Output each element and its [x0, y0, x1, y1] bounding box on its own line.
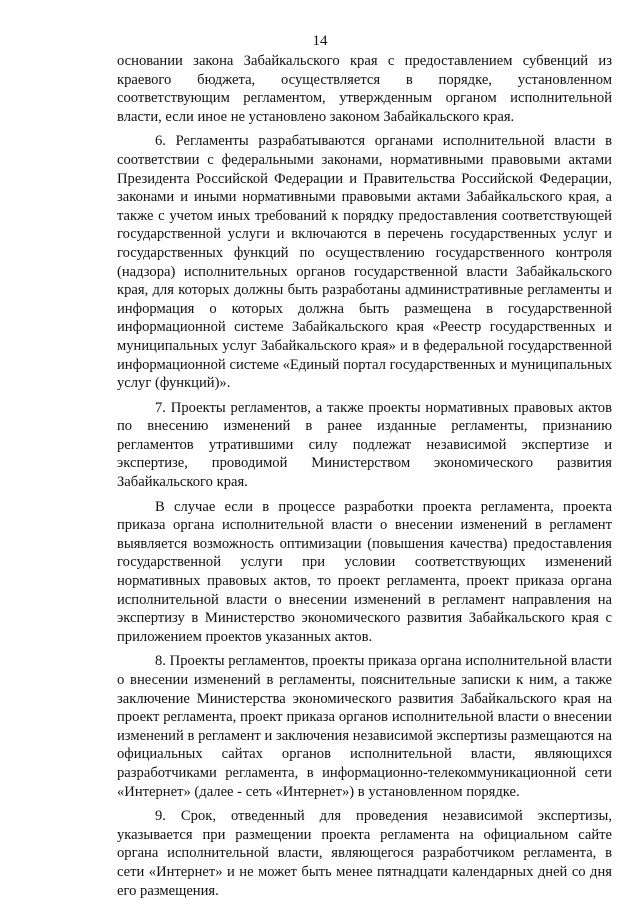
document-body: [117, 52, 612, 900]
paragraph-item-8: 8. Проекты регламентов, проекты приказа органа исполнительной власти о внесении изменений в регламенты, пояснительные записки к ним, а также заключение Министерства экономического развития Забайкальского края на проект регламента, проект приказа органов исполнительной власти о внесении изменений в регламент и заключения независимой экспертизы размещаются на официальных сайтах органов исполнительной власти, являющихся разработчиками регламента, в информационно-телекоммуникационной сети «Интернет» (далее - сеть «Интернет») в установленном порядке.: [117, 653, 612, 800]
paragraph-item-9: 9. Срок, отведенный для проведения независимой экспертизы, указывается при размещении проекта регламента на официальном сайте органа исполнительной власти, являющегося разработчиком регламента, в сети «Интернет» и не может быть менее пятнадцати календарных дней со дня его размещения.: [117, 808, 612, 899]
paragraph-continuation: основании закона Забайкальского края с предоставлением субвенций из краевого бюджета, осуществляется в порядке, установленном соответствующим регламентом, утвержденным органом исполнительной власти, если иное не установлено законом Забайкальского края.: [117, 53, 612, 125]
page-number: 14: [312, 33, 328, 49]
paragraph-item-6: 6. Регламенты разрабатываются органами исполнительной власти в соответствии с федеральными законами, нормативными правовыми актами Президента Российской Федерации и Правительства Российской Федерации, законами и иными нормативными правовыми актами Забайкальского края, а также с учетом иных требований к порядку предоставления соответствующей государственной услуги и включаются в перечень государственных услуг и государственных функций по осуществлению государственного контроля (надзора) исполнительных органов государственной власти Забайкальского края, для которых должны быть разработаны административные регламенты и информация о которых должна быть размещена в государственной информационной системе Забайкальского края «Реестр государственных и муниципальных услуг Забайкальского края» и в федеральной государственной информационной системе «Единый портал государственных и муниципальных услуг (функций)».: [117, 133, 612, 392]
paragraph-item-7: 7. Проекты регламентов, а также проекты нормативных правовых актов по внесению изменений в ранее изданные регламенты, признанию регламентов утратившими силу подлежат независимой экспертизе и экспертизе, проводимой Министерством экономического развития Забайкальского края.: [117, 399, 612, 491]
paragraph-item-7-continuation: В случае если в процессе разработки проекта регламента, проекта приказа органа исполнительной власти о внесении изменений в регламент выявляется возможность оптимизации (повышения качества) предоставления государственной услуги при условии соответствующих изменений нормативных правовых актов, то проект регламента, проект приказа органа исполнительной власти о внесении изменений в регламент направления на экспертизу в Министерство экономического развития Забайкальского края с приложением проектов указанных актов.: [117, 498, 612, 645]
